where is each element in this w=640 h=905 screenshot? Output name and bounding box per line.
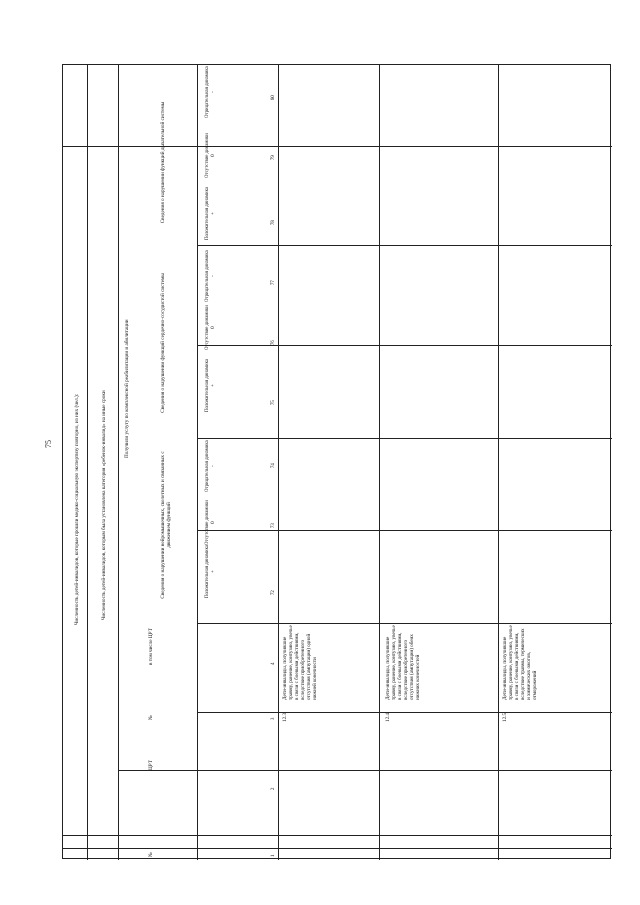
page-number: 75 [44,440,53,448]
row-divider [197,345,612,346]
row-divider [197,245,612,246]
header-positive: Положительная динамика + [205,545,216,598]
header-crt: ЦРТ [148,760,154,770]
row-divider [197,623,612,624]
column-number: 1 [271,854,276,857]
header-group-resp: Сведения о нарушении функций дыхательной системы [160,101,166,224]
row-number: 12.5 [502,712,508,722]
row-number: 12.4 [385,712,391,722]
row-number: 12.3 [282,712,288,722]
column-number: 80 [271,95,276,100]
row-divider [63,146,612,147]
header-negative: Отрицательная динамика - [205,66,216,118]
col-divider [379,65,380,860]
row-divider [197,712,612,713]
header-num: № [148,852,154,857]
header-absent: Отсутствие динамики 0 [205,305,216,350]
col-divider [197,65,198,860]
column-number: 73 [271,523,276,528]
header-received-rehab: Получили услугу по комплексной реабилитации и абилитации [124,319,130,458]
column-number: 3 [271,717,276,720]
column-number: 74 [271,463,276,468]
header-absent: Отсутствие динамики 0 [205,500,216,545]
column-number: 77 [271,280,276,285]
header-absent: Отсутствие динамики 0 [205,133,216,178]
header-negative: Отрицательная динамика - [205,250,216,302]
row-divider [63,835,612,836]
header-sub-num: № [148,715,154,720]
row-divider [118,770,612,771]
row-divider [63,848,612,849]
column-number: 79 [271,155,276,160]
col-divider [278,65,279,860]
header-positive: Положительная динамика + [205,187,216,240]
header-negative: Отрицательная динамика - [205,440,216,492]
column-number: 4 [271,662,276,665]
header-group-cardio: Сведения о нарушении функций сердечно-сосудистой системы [160,273,166,413]
row-divider [197,438,612,439]
col-divider [118,65,119,860]
row-divider [197,530,612,531]
column-number: 2 [271,787,276,790]
col-divider [498,65,499,860]
header-group-neuro: Сведения о нарушении нейромышечных, скелетных и связанных с движением функций [160,451,172,599]
column-number: 78 [271,220,276,225]
row-description: Дети-инвалиды, получившие травму, ранение, контузию, увечье в связи с боевыми действиями, вследствие травмы, термических и химических ожогов, отморожений [502,625,538,700]
header-stat-other-term: Численность детей-инвалидов, которым была установлена категория «ребенок-инвалид» на иные сроки [101,390,107,620]
col-divider [87,65,88,860]
header-incl-crt: в том числе ЦРТ [148,628,154,665]
header-stat-repeat: Численность детей-инвалидов, которые прошли медико-социальную экспертизу повторно, из них (чел.): [74,393,80,625]
column-number: 76 [271,340,276,345]
column-number: 75 [271,400,276,405]
header-positive: Положительная динамика + [205,359,216,412]
row-description: Дети-инвалиды, получившие травму, ранение, контузию, увечье в связи с боевыми действиями, вследствие приобретенного отсутствия (ампутации) одной нижней конечности [282,625,318,700]
rotated-table [62,64,611,859]
column-number: 72 [271,590,276,595]
row-description: Дети-инвалиды, получившие травму, ранение, контузию, увечье в связи с боевыми действиями, вследствие приобретенного отсутствия (ампутации) обеих нижних конечностей [385,625,421,700]
